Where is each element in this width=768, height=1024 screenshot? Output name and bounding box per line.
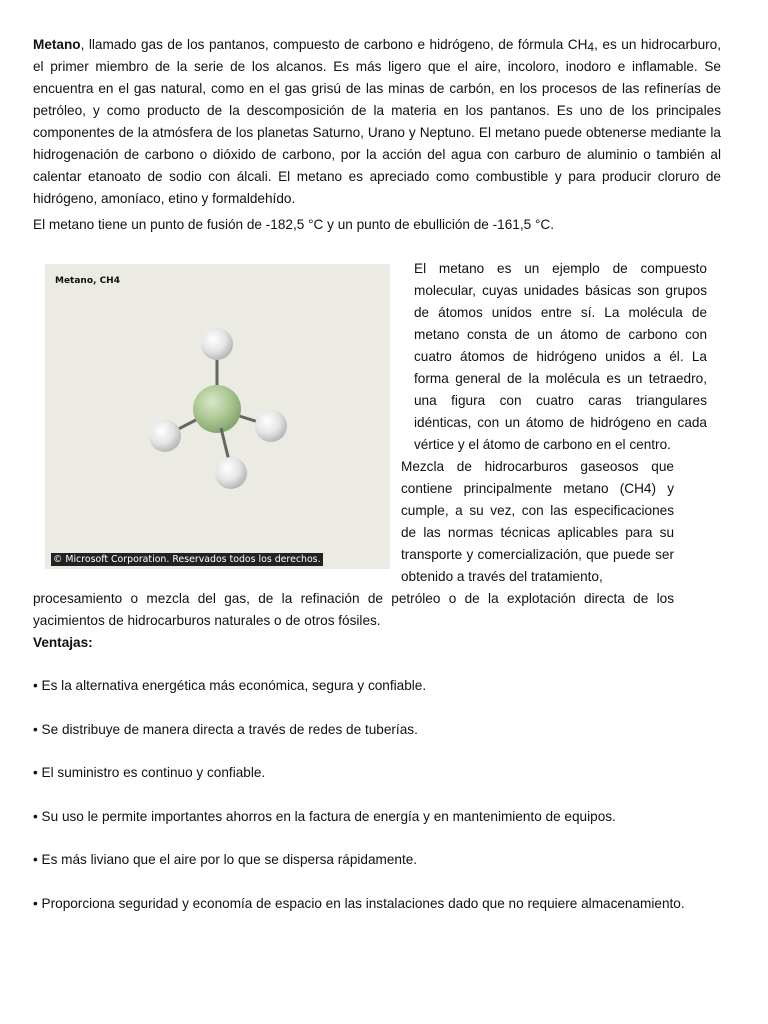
mixture-paragraph-part2: procesamiento o mezcla del gas, de la refinación de petróleo o de la explotación directa de los yacimientos de hidrocarburos naturales o de otros fósiles. <box>33 591 674 628</box>
hydrogen-atom-left <box>149 420 181 452</box>
advantages-list <box>33 675 685 937</box>
list-item: • Se distribuye de manera directa a través de redes de tuberías. <box>33 721 418 737</box>
list-item: • Es más liviano que el aire por lo que se dispersa rápidamente. <box>33 852 418 868</box>
hydrogen-atom-bottom <box>215 457 247 489</box>
points-paragraph: El metano tiene un punto de fusión de -182,5 °C y un punto de ebullición de -161,5 °C. <box>33 217 554 232</box>
list-item: • Es la alternativa energética más económica, segura y confiable. <box>33 678 427 693</box>
list-item: • El suministro es continuo y confiable. <box>33 765 266 781</box>
list-item: • Proporciona seguridad y economía de espacio en las instalaciones dado que no requiere almacenamiento. <box>33 895 685 911</box>
carbon-atom <box>193 385 241 433</box>
hydrogen-atom-right <box>255 410 287 442</box>
figure-copyright: © Microsoft Corporation. Reservados todos los derechos. <box>53 554 321 565</box>
intro-paragraph <box>33 34 721 210</box>
molecule-paragraph: El metano es un ejemplo de compuesto molecular, cuyas unidades básicas son grupos de átomos unidos entre sí. La molécula de metano consta de un átomo de carbono con cuatro átomos de hidrógeno unidos a él. La forma general de la molécula es un tetraedro, una figura con cuatro caras triangulares idénticas, con un átomo de hidrógeno en cada vértice y el átomo de carbono en el centro. <box>414 261 707 452</box>
intro-text-b: , es un hidrocarburo, el primer miembro de la serie de los alcanos. Es más ligero que el aire, incoloro, inodoro e inflamable. Se encuentra en el gas natural, como en el gas grisú de las minas de carbón, en los procesos de las refinerías de petróleo, y como producto de la descomposición de la materia en los pantanos. Es uno de los principales componentes de la atmósfera de los planetas Saturno, Urano y Neptuno. El metano puede obtenerse mediante la hidrogenación de carbono o dióxido de carbono, por la acción del agua con carburo de aluminio o también al calentar etanoato de sodio con álcali. El metano es apreciado como combustible y para producir cloruro de hidrógeno, amoníaco, etino y formaldehído. <box>33 37 722 206</box>
advantages-heading: Ventajas: <box>33 635 93 650</box>
hydrogen-atom-top <box>201 328 233 360</box>
intro-term: Metano <box>33 37 81 52</box>
methane-molecule-diagram <box>45 264 390 569</box>
methane-figure <box>45 264 390 569</box>
figure-caption: Metano, CH4 <box>55 276 120 286</box>
mixture-paragraph-part1: Mezcla de hidrocarburos gaseosos que contiene principalmente metano (CH4) y cumple, a su vez, con las especificaciones de las normas técnicas aplicables para su transporte y comercialización, que puede ser obtenido a través del tratamiento, <box>401 459 674 584</box>
list-item: • Su uso le permite importantes ahorros en la factura de energía y en mantenimiento de equipos. <box>33 808 616 824</box>
intro-text-a: , llamado gas de los pantanos, compuesto de carbono e hidrógeno, de fórmula CH <box>80 37 588 52</box>
formula-subscript: 4 <box>587 40 595 54</box>
